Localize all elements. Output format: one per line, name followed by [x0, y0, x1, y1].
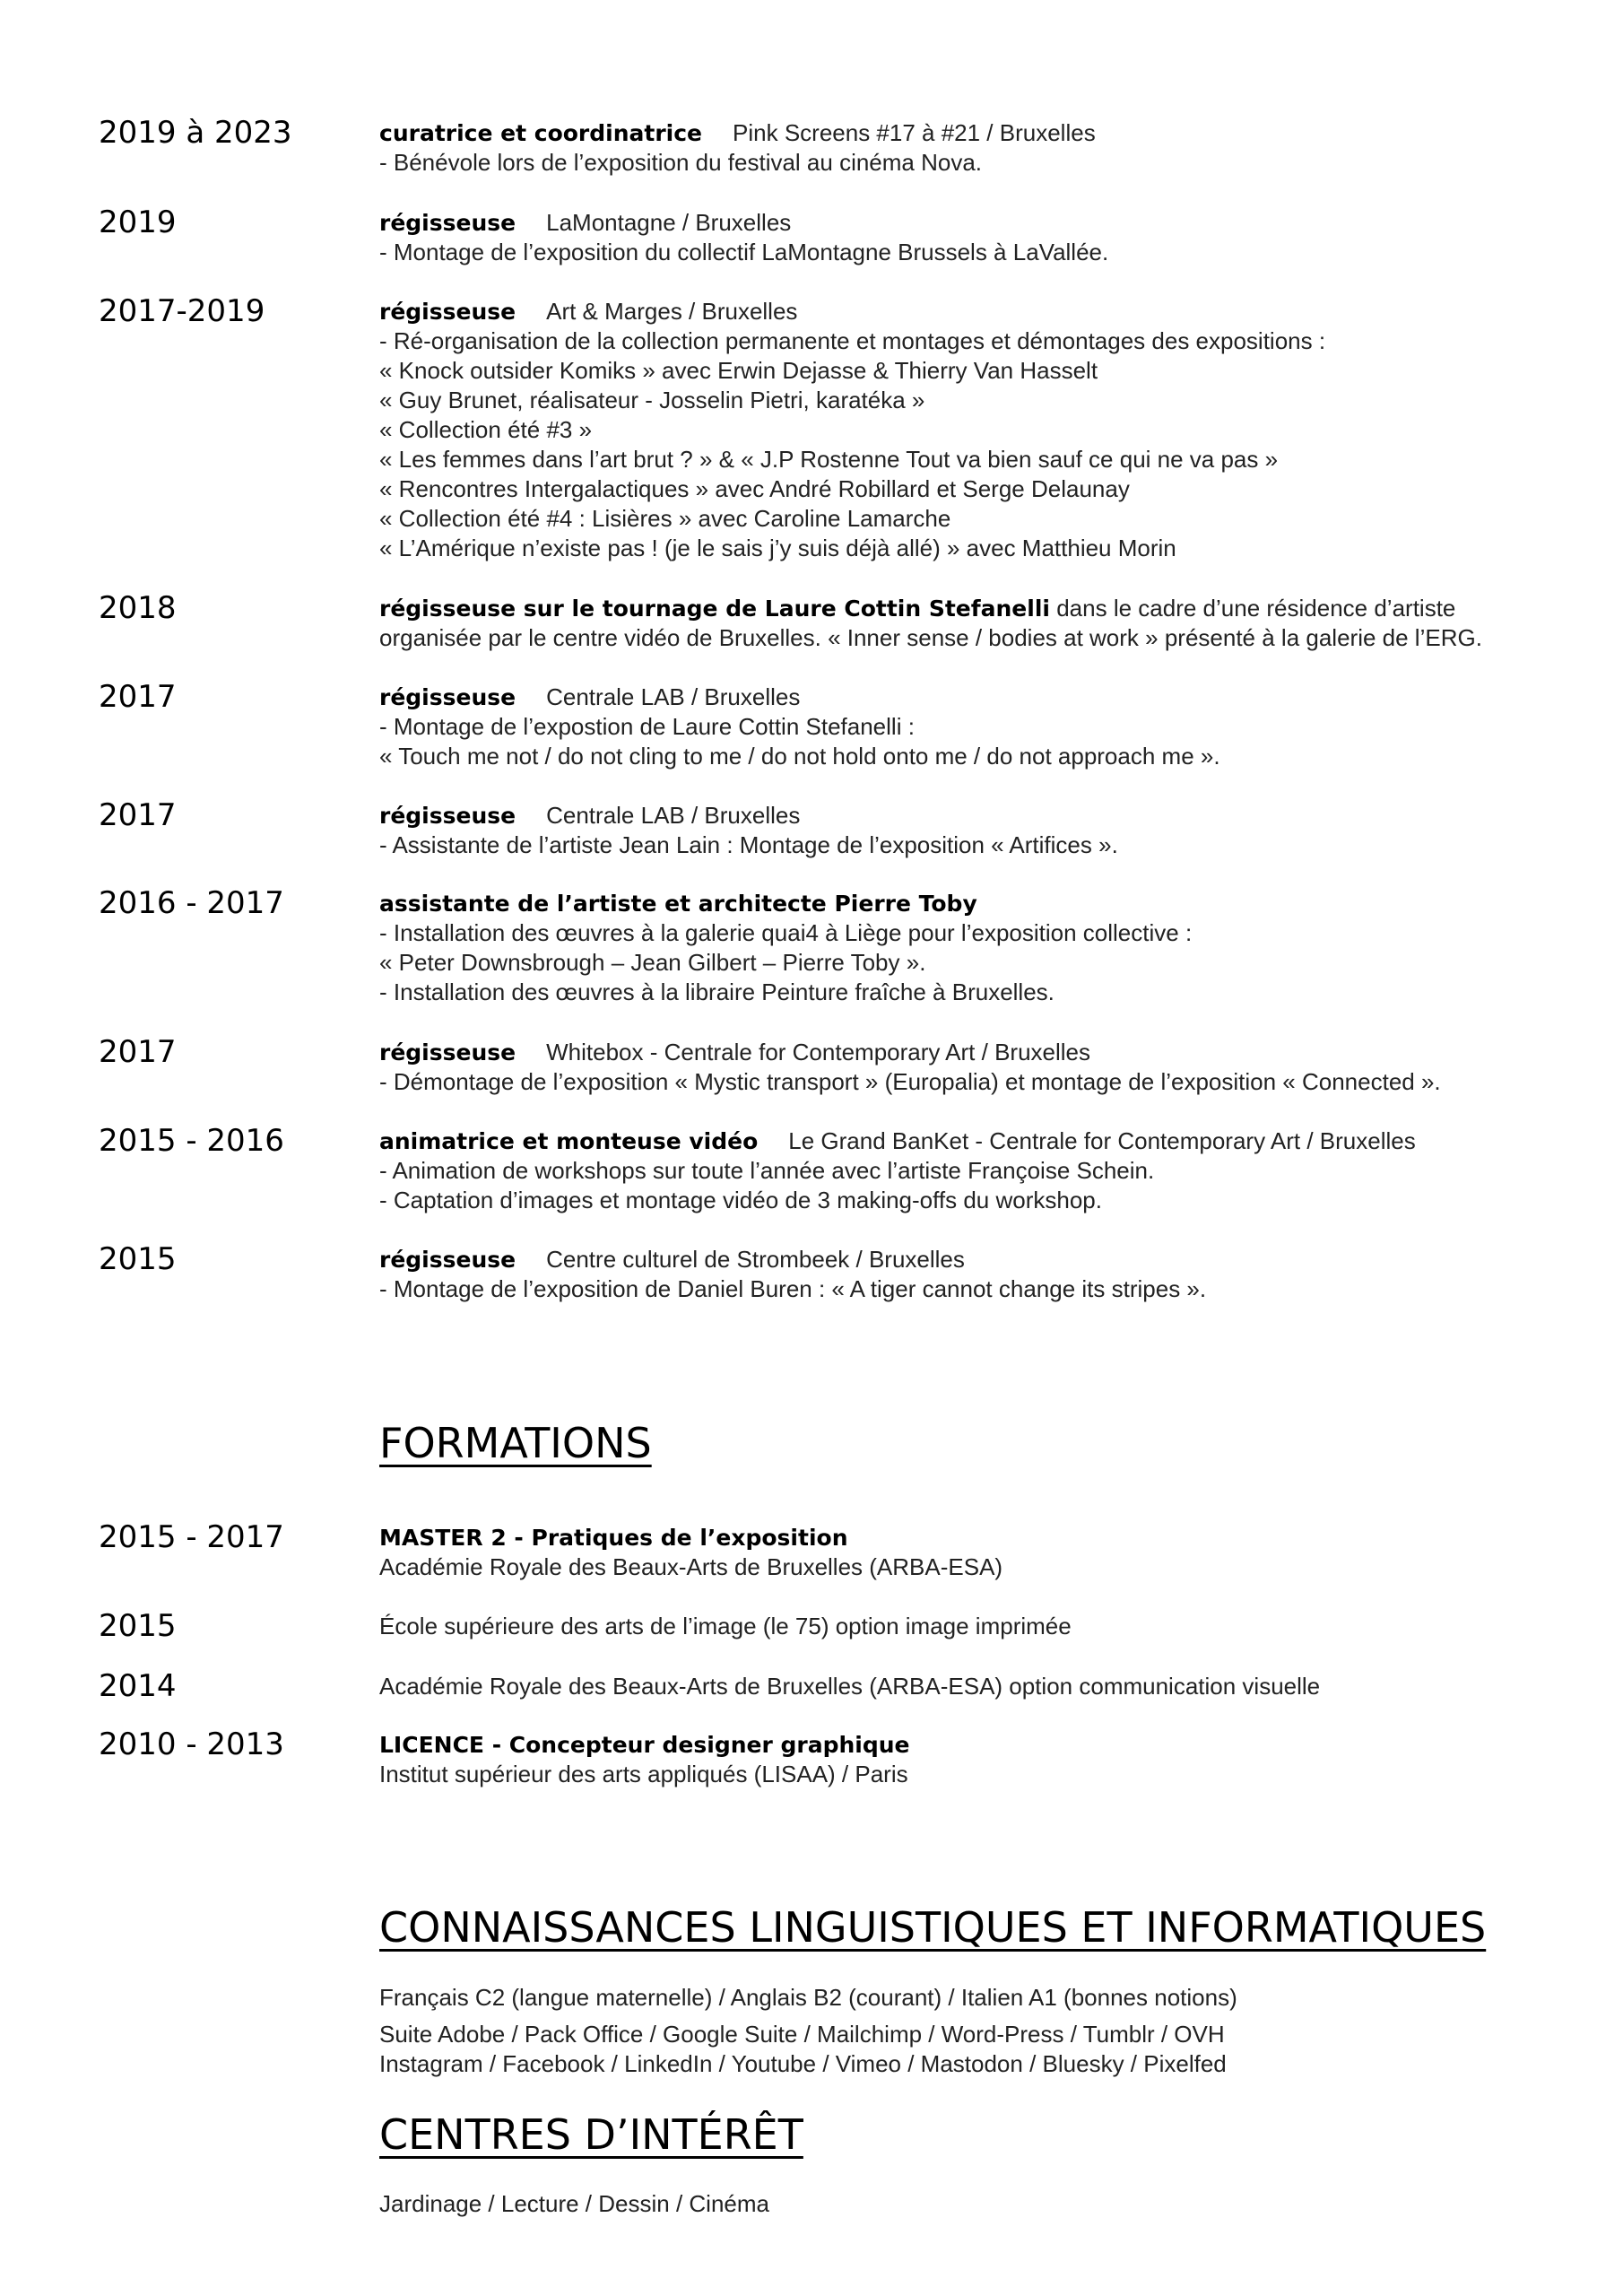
entry-institution: Whitebox - Centrale for Contemporary Art / Bruxelles — [546, 1039, 1091, 1065]
entry-institution: Centrale LAB / Bruxelles — [546, 683, 801, 710]
entry-line: - Captation d’images et montage vidéo de 3 making-offs du workshop. — [379, 1187, 1102, 1213]
interests-line: Jardinage / Lecture / Dessin / Cinéma — [379, 2190, 769, 2217]
entry-role: assistante de l’artiste et architecte Pierre Toby — [379, 891, 977, 917]
entry-line: « Collection été #4 : Lisières » avec Caroline Lamarche — [379, 505, 951, 532]
entry-line: organisée par le centre vidéo de Bruxelles. « Inner sense / bodies at work » présenté à la galerie de l’ERG. — [379, 624, 1482, 651]
entry-line: - Bénévole lors de l’exposition du festival au cinéma Nova. — [379, 149, 983, 176]
entry-year: 2015 — [99, 1241, 177, 1277]
entry-line: - Installation des œuvres à la libraire Peinture fraîche à Bruxelles. — [379, 978, 1055, 1005]
entry-year: 2017 — [99, 1034, 177, 1070]
entry-role: régisseuse sur le tournage de Laure Cottin Stefanelli — [379, 596, 1050, 622]
formation-title: LICENCE - Concepteur designer graphique — [379, 1732, 910, 1758]
entry-line: « Peter Downsbrough – Jean Gilbert – Pierre Toby ». — [379, 949, 926, 976]
skills-heading: CONNAISSANCES LINGUISTIQUES ET INFORMATIQUES — [379, 1903, 1487, 1952]
entry-institution: Le Grand BanKet - Centrale for Contemporary Art / Bruxelles — [788, 1127, 1416, 1154]
software-line: Suite Adobe / Pack Office / Google Suite / Mailchimp / Word-Press / Tumblr / OVH — [379, 2021, 1225, 2048]
entry-year: 2016 - 2017 — [99, 885, 284, 921]
languages-line: Français C2 (langue maternelle) / Anglais B2 (courant) / Italien A1 (bonnes notions) — [379, 1984, 1237, 2011]
entry-role: régisseuse — [379, 299, 516, 325]
formation-title: MASTER 2 - Pratiques de l’exposition — [379, 1525, 848, 1551]
entry-line: - Montage de l’expostion de Laure Cottin Stefanelli : — [379, 713, 915, 740]
interests-heading: CENTRES D’INTÉRÊT — [379, 2110, 803, 2159]
entry-institution: LaMontagne / Bruxelles — [546, 209, 792, 236]
entry-line: « Collection été #3 » — [379, 416, 593, 443]
entry-line: « Guy Brunet, réalisateur - Josselin Pietri, karatéka » — [379, 387, 925, 413]
entry-role: régisseuse — [379, 1039, 516, 1065]
formation-line: Académie Royale des Beaux-Arts de Bruxelles (ARBA-ESA) option communication visuelle — [379, 1673, 1321, 1700]
entry-line: « L’Amérique n’existe pas ! (je le sais j’y suis déjà allé) » avec Matthieu Morin — [379, 535, 1176, 561]
entry-line: « Les femmes dans l’art brut ? » & « J.P Rostenne Tout va bien sauf ce qui ne va pas » — [379, 446, 1279, 473]
entry-line: - Assistante de l’artiste Jean Lain : Montage de l’exposition « Artifices ». — [379, 831, 1118, 858]
entry-year: 2017 — [99, 679, 177, 715]
formation-line: École supérieure des arts de l’image (le 75) option image imprimée — [379, 1613, 1072, 1639]
entry-institution: Centrale LAB / Bruxelles — [546, 802, 801, 829]
entry-institution: Art & Marges / Bruxelles — [546, 298, 798, 325]
entry-line: - Montage de l’exposition du collectif LaMontagne Brussels à LaVallée. — [379, 239, 1109, 265]
entry-line: - Démontage de l’exposition « Mystic transport » (Europalia) et montage de l’exposition « Connected ». — [379, 1068, 1441, 1095]
entry-role: régisseuse — [379, 210, 516, 236]
entry-line: - Montage de l’exposition de Daniel Buren : « A tiger cannot change its stripes ». — [379, 1275, 1207, 1302]
entry-year: 2018 — [99, 590, 177, 626]
formation-year: 2014 — [99, 1668, 177, 1704]
entry-institution: dans le cadre d’une résidence d’artiste — [1056, 595, 1456, 622]
entry-year: 2017-2019 — [99, 293, 265, 329]
entry-role: curatrice et coordinatrice — [379, 120, 703, 146]
formation-line: Institut supérieur des arts appliqués (LISAA) / Paris — [379, 1761, 908, 1787]
entry-role: régisseuse — [379, 684, 516, 710]
entry-year: 2015 - 2016 — [99, 1123, 284, 1159]
entry-role: régisseuse — [379, 1247, 516, 1273]
entry-role: animatrice et monteuse vidéo — [379, 1128, 759, 1154]
entry-year: 2019 — [99, 204, 177, 240]
entry-line: - Installation des œuvres à la galerie quai4 à Liège pour l’exposition collective : — [379, 919, 1193, 946]
entry-line: « Touch me not / do not cling to me / do not hold onto me / do not approach me ». — [379, 743, 1220, 770]
entry-line: « Knock outsider Komiks » avec Erwin Dejasse & Thierry Van Hasselt — [379, 357, 1098, 384]
entry-year: 2017 — [99, 797, 177, 833]
entry-line: - Ré-organisation de la collection permanente et montages et démontages des expositions : — [379, 327, 1326, 354]
entry-line: « Rencontres Intergalactiques » avec André Robillard et Serge Delaunay — [379, 475, 1130, 502]
formations-heading: FORMATIONS — [379, 1419, 652, 1467]
formation-year: 2015 - 2017 — [99, 1519, 284, 1555]
formation-year: 2010 - 2013 — [99, 1726, 284, 1762]
entry-line: - Animation de workshops sur toute l’année avec l’artiste Françoise Schein. — [379, 1157, 1155, 1184]
formation-line: Académie Royale des Beaux-Arts de Bruxelles (ARBA-ESA) — [379, 1553, 1003, 1580]
entry-institution: Pink Screens #17 à #21 / Bruxelles — [733, 119, 1096, 146]
entry-year: 2019 à 2023 — [99, 115, 292, 151]
social-line: Instagram / Facebook / LinkedIn / Youtube / Vimeo / Mastodon / Bluesky / Pixelfed — [379, 2050, 1227, 2077]
entry-role: régisseuse — [379, 803, 516, 829]
entry-institution: Centre culturel de Strombeek / Bruxelles — [546, 1246, 965, 1273]
formation-year: 2015 — [99, 1608, 177, 1644]
